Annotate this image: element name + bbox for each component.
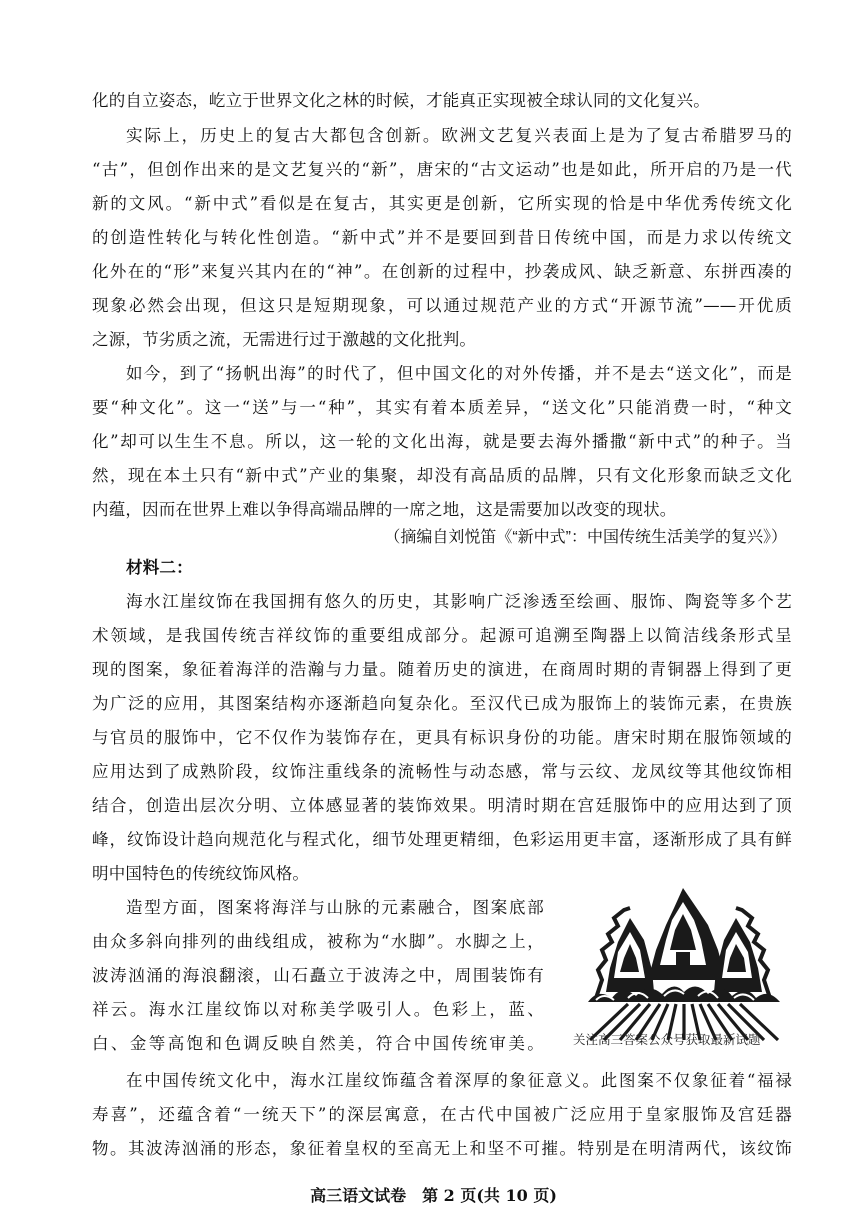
para1-line-3: 新的文风。“新中式”看似是在复古，其实更是创新，它所实现的恰是中华优秀传统文化	[92, 194, 792, 213]
para1-line-6: 现象必然会出现，但这只是短期现象，可以通过规范产业的方式“开源节流”——开优质	[92, 296, 792, 315]
para5-line-2: 寿喜”，还蕴含着“一统天下”的深层寓意，在古代中国被广泛应用于皇家服饰及宫廷器	[92, 1105, 792, 1124]
watermark-caption: 关注高三答案公众号获取最新试题	[573, 1032, 761, 1047]
para3-line-4: 为广泛的应用，其图案结构亦逐渐趋向复杂化。至汉代已成为服饰上的装饰元素，在贵族	[92, 694, 792, 713]
para2-line-2: 要“种文化”。这一“送”与一“种”，其实有着本质差异，“送文化”只能消费一时，“种文	[92, 398, 792, 417]
para1-line-2: “古”，但创作出来的是文艺复兴的“新”，唐宋的“古文运动”也是如此，所开启的乃是一代	[92, 160, 792, 179]
para1-line-4: 的创造性转化与转化性创造。“新中式”并不是要回到昔日传统中国，而是力求以传统文	[92, 228, 792, 247]
para4-line-1: 造型方面，图案将海洋与山脉的元素融合，图案底部	[126, 898, 544, 917]
page-footer: 高三语文试卷 第 2 页(共 10 页)	[310, 1186, 557, 1205]
material-two-heading: 材料二：	[126, 558, 193, 577]
para1-line-1: 实际上，历史上的复古大都包含创新。欧洲文艺复兴表面上是为了复古希腊罗马的	[126, 126, 792, 145]
para4-line-3: 波涛汹涌的海浪翻滚，山石矗立于波涛之中，周围装饰有	[92, 966, 544, 985]
para3-line-9: 明中国特色的传统纹饰风格。	[92, 864, 310, 883]
para3-line-1: 海水江崖纹饰在我国拥有悠久的历史，其影响广泛渗透至绘画、服饰、陶瓷等多个艺	[126, 592, 792, 611]
para1-line-5: 化外在的“形”来复兴其内在的“神”。在创新的过程中，抄袭成风、缺乏新意、东拼西凑的	[92, 262, 792, 281]
para3-line-3: 现的图案，象征着海洋的浩瀚与力量。随着历史的演进，在商周时期的青铜器上得到了更	[92, 660, 792, 679]
para2-line-1: 如今，到了“扬帆出海”的时代了，但中国文化的对外传播，并不是去“送文化”，而是	[126, 364, 792, 383]
para2-line-4: 然，现在本土只有“新中式”产业的集聚，却没有高品质的品牌，只有文化形象而缺乏文化	[92, 466, 792, 485]
para1-line-7: 之源，节劣质之流，无需进行过于激越的文化批判。	[92, 330, 477, 349]
sea-wave-cliff-pattern-image	[568, 880, 798, 1050]
para3-line-5: 与官员的服饰中，它不仅作为装饰存在，更具有标识身份的功能。唐宋时期在服饰领域的	[92, 728, 792, 747]
para4-line-5: 白、金等高饱和色调反映自然美，符合中国传统审美。	[92, 1034, 544, 1053]
para3-line-8: 峰，纹饰设计趋向规范化与程式化，细节处理更精细，色彩运用更丰富，逐渐形成了具有鲜	[92, 830, 792, 849]
para3-line-7: 结合，创造出层次分明、立体感显著的装饰效果。明清时期在宫廷服饰中的应用达到了顶	[92, 796, 792, 815]
para5-line-1: 在中国传统文化中，海水江崖纹饰蕴含着深厚的象征意义。此图案不仅象征着“福禄	[126, 1071, 792, 1090]
para2-line-5: 内蕴，因而在世界上难以争得高端品牌的一席之地，这是需要加以改变的现状。	[92, 500, 677, 519]
intro-line: 化的自立姿态，屹立于世界文化之林的时候，才能真正实现被全球认同的文化复兴。	[92, 91, 710, 110]
para4-line-4: 祥云。海水江崖纹饰以对称美学吸引人。色彩上，蓝、	[92, 1000, 544, 1019]
source-citation: （摘编自刘悦笛《“新中式”：中国传统生活美学的复兴》）	[384, 529, 787, 546]
para5-line-3: 物。其波涛汹涌的形态，象征着皇权的至高无上和坚不可摧。特别是在明清两代，该纹饰	[92, 1139, 792, 1158]
para4-line-2: 由众多斜向排列的曲线组成，被称为“水脚”。水脚之上，	[92, 932, 544, 951]
para3-line-2: 术领域，是我国传统吉祥纹饰的重要组成部分。起源可追溯至陶器上以简洁线条形式呈	[92, 626, 792, 645]
para3-line-6: 应用达到了成熟阶段，纹饰注重线条的流畅性与动态感，常与云纹、龙凤纹等其他纹饰相	[92, 762, 792, 781]
para2-line-3: 化”却可以生生不息。所以，这一轮的文化出海，就是要去海外播撒“新中式”的种子。当	[92, 432, 792, 451]
